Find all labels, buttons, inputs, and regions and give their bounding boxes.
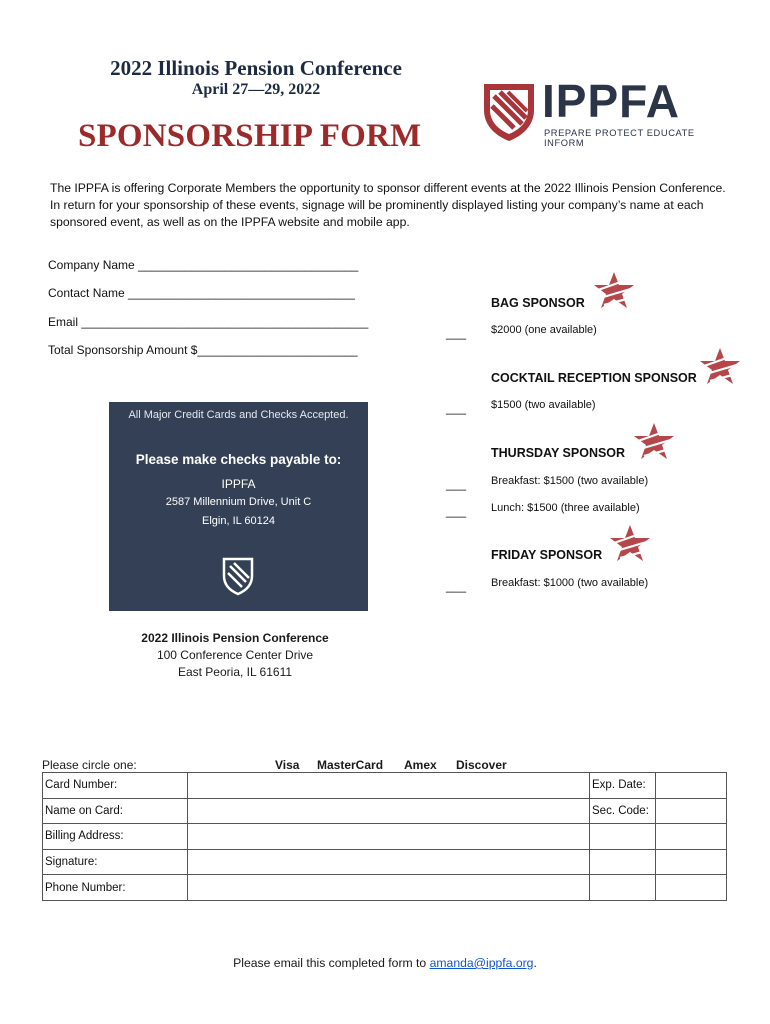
cocktail-option-blank[interactable]: ___: [446, 401, 467, 415]
venue-name: 2022 Illinois Pension Conference: [141, 631, 329, 645]
friday-breakfast-label: Breakfast: $1000 (two available): [491, 577, 649, 589]
friday-breakfast-blank[interactable]: ___: [446, 579, 467, 593]
payee-address-line2: Elgin, IL 60124: [202, 515, 275, 527]
card-details-table: [42, 772, 727, 901]
billing-address-input[interactable]: [188, 824, 590, 850]
phone-number-input[interactable]: [188, 875, 590, 901]
contact-name-field[interactable]: Contact Name __________________________________: [48, 286, 355, 300]
star-icon: [632, 421, 676, 461]
logo-wordmark: IPPFA: [542, 75, 680, 127]
exp-date-label: Exp. Date:: [590, 773, 656, 799]
payee-name: IPPFA: [221, 477, 256, 491]
table-row: [43, 798, 727, 824]
email-field[interactable]: Email ___________________________________________: [48, 315, 369, 329]
star-icon: [608, 523, 652, 563]
friday-sponsor-title: FRIDAY SPONSOR: [491, 548, 603, 562]
card-type-mastercard[interactable]: MasterCard: [317, 758, 384, 772]
table-row: [43, 875, 727, 901]
table-row: [43, 824, 727, 850]
table-row: [43, 849, 727, 875]
thursday-breakfast-blank[interactable]: ___: [446, 477, 467, 491]
card-number-input[interactable]: [188, 773, 590, 799]
thursday-breakfast-label: Breakfast: $1500 (two available): [491, 475, 649, 487]
table-row: [43, 773, 727, 799]
cocktail-sponsor-title: COCKTAIL RECEPTION SPONSOR: [491, 371, 697, 385]
intro-paragraph: The IPPFA is offering Corporate Members the opportunity to sponsor different events at the 2022 Illinois Pension Conference. In return for your sponsorship of these events, signage will be prominently displayed listing your company’s name at each sponsored event, as well as on the IPPFA website and mobile app.: [50, 181, 726, 229]
ippfa-logo: [478, 75, 728, 148]
card-number-label: Card Number:: [43, 773, 188, 799]
card-type-amex[interactable]: Amex: [404, 758, 437, 772]
name-on-card-label: Name on Card:: [43, 798, 188, 824]
empty-cell: [656, 875, 727, 901]
venue-block: [100, 631, 370, 679]
card-type-visa[interactable]: Visa: [275, 758, 300, 772]
company-name-field[interactable]: Company Name _________________________________: [48, 258, 359, 272]
venue-address-line1: 100 Conference Center Drive: [156, 648, 314, 662]
shield-icon: [221, 556, 255, 596]
payable-heading: Please make checks payable to:: [135, 452, 342, 467]
star-icon: [698, 346, 742, 386]
empty-cell: [590, 849, 656, 875]
logo-tagline: PREPARE PROTECT EDUCATE INFORM: [544, 128, 695, 148]
signature-input[interactable]: [188, 849, 590, 875]
circle-one-prompt: Please circle one:: [42, 758, 137, 772]
phone-number-label: Phone Number:: [43, 875, 188, 901]
billing-address-label: Billing Address:: [43, 824, 188, 850]
venue-address-line2: East Peoria, IL 61611: [177, 665, 293, 679]
bag-option-label: $2000 (one available): [491, 324, 597, 336]
payee-address-line1: 2587 Millennium Drive, Unit C: [165, 496, 312, 508]
card-type-discover[interactable]: Discover: [456, 758, 507, 772]
empty-cell: [590, 824, 656, 850]
exp-date-input[interactable]: [656, 773, 727, 799]
bag-option-blank[interactable]: ___: [446, 326, 467, 340]
empty-cell: [656, 824, 727, 850]
signature-label: Signature:: [43, 849, 188, 875]
email-link[interactable]: amanda@ippfa.org: [429, 956, 534, 970]
star-icon: [592, 270, 636, 310]
footer-email-note: [0, 956, 770, 970]
form-title: SPONSORSHIP FORM: [78, 118, 422, 154]
shield-icon: [478, 80, 540, 144]
payment-accepted-text: All Major Credit Cards and Checks Accepted.: [128, 409, 349, 421]
conference-dates: April 27—29, 2022: [191, 81, 321, 98]
sec-code-label: Sec. Code:: [590, 798, 656, 824]
payment-info-box: [109, 402, 368, 611]
empty-cell: [590, 875, 656, 901]
thursday-sponsor-title: THURSDAY SPONSOR: [491, 446, 626, 460]
total-amount-field[interactable]: Total Sponsorship Amount $________________________: [48, 343, 358, 357]
name-on-card-input[interactable]: [188, 798, 590, 824]
cocktail-option-label: $1500 (two available): [491, 399, 596, 411]
conference-title: 2022 Illinois Pension Conference: [110, 56, 402, 80]
thursday-lunch-blank[interactable]: ___: [446, 504, 467, 518]
footer-prefix: Please email this completed form to: [233, 956, 430, 970]
footer-suffix: .: [533, 956, 537, 970]
empty-cell: [656, 849, 727, 875]
bag-sponsor-title: BAG SPONSOR: [491, 296, 585, 310]
thursday-lunch-label: Lunch: $1500 (three available): [491, 502, 640, 514]
sec-code-input[interactable]: [656, 798, 727, 824]
